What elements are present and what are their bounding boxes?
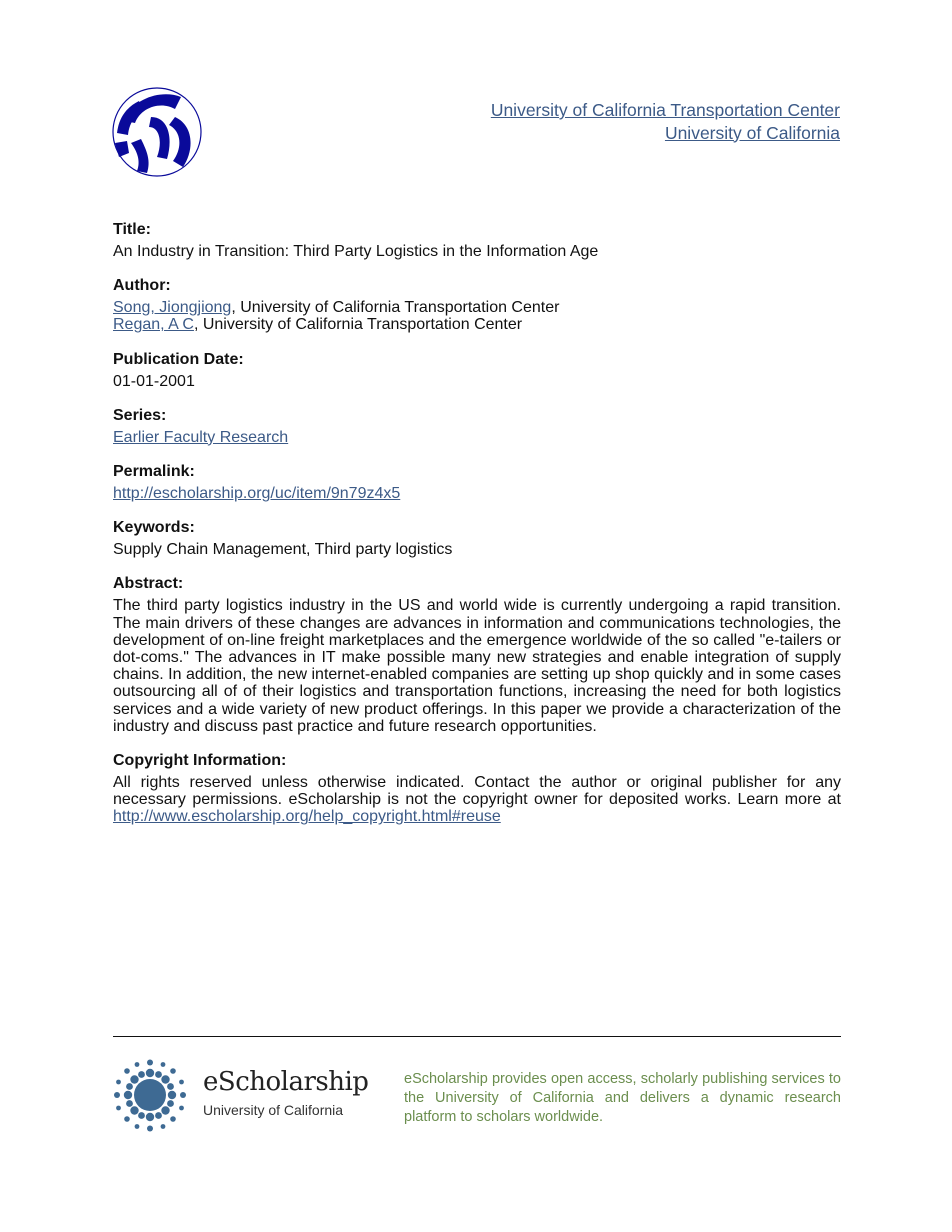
series-link[interactable]: Earlier Faculty Research: [113, 428, 289, 446]
author-link[interactable]: Song, Jiongjiong: [113, 299, 232, 317]
author-entry: [113, 299, 841, 316]
abstract-field: [113, 575, 841, 735]
author-entry: [113, 316, 841, 333]
keywords-label: Keywords:: [113, 519, 195, 537]
escholarship-brand-name: eScholarship: [203, 1067, 369, 1097]
keywords-value: Supply Chain Management, Third party logistics: [113, 541, 453, 559]
title-field: [113, 221, 841, 260]
title-value: An Industry in Transition: Third Party Logistics in the Information Age: [113, 243, 599, 260]
keywords-field: [113, 519, 841, 558]
permalink-field: [113, 463, 841, 502]
copyright-label: Copyright Information:: [113, 752, 287, 770]
copyright-statement: All rights reserved unless otherwise indicated. Contact the author or original publisher for any necessary permissions. eScholarship is not the copyright owner for deposited works. Learn more at: [113, 774, 841, 809]
escholarship-blurb: eScholarship provides open access, scholarly publishing services to the University of California and delivers a dynamic research platform to scholars worldwide.: [404, 1071, 841, 1125]
title-label: Title:: [113, 221, 151, 238]
author-link[interactable]: Regan, A C: [113, 316, 194, 334]
institution-links: [460, 99, 840, 144]
footer-divider: [113, 1036, 841, 1037]
author-affiliation: , University of California Transportation Center: [193, 316, 523, 334]
author-affiliation: , University of California Transportation Center: [231, 299, 560, 317]
uctc-logo-icon: [111, 87, 203, 177]
record-details: [113, 221, 841, 843]
abstract-text: The third party logistics industry in the US and world wide is currently undergoing a rapid transition. The main drivers of these changes are advances in information and communications technologies, the development of on-line freight marketplaces and the emergence worldwide of the so called "e-tailers or dot-coms." The advances in IT make possible many new strategies and enable integration of supply chains. In addition, the new internet-enabled companies are setting up shop quickly and in some cases outsourcing all of of their logistics and transportation functions, increasing the need for both logistics services and a wide variety of new product offerings. In this paper we provide a characterization of the industry and discuss past practice and future research opportunities.: [113, 597, 841, 735]
pubdate-value: 01-01-2001: [113, 372, 195, 390]
permalink-label: Permalink:: [113, 463, 195, 481]
escholarship-mark-icon: [113, 1059, 189, 1133]
author-label: Author:: [113, 277, 171, 295]
pubdate-label: Publication Date:: [113, 350, 244, 368]
pubdate-field: [113, 351, 841, 390]
copyright-link[interactable]: http://www.escholarship.org/help_copyright.html#reuse: [113, 808, 501, 826]
escholarship-logo[interactable]: [113, 1059, 369, 1133]
series-label: Series:: [113, 406, 167, 424]
series-field: [113, 407, 841, 446]
permalink-link[interactable]: http://escholarship.org/uc/item/9n79z4x5: [113, 485, 401, 503]
escholarship-brand-subtitle: University of California: [203, 1102, 344, 1118]
abstract-label: Abstract:: [113, 575, 184, 593]
copyright-text: [113, 774, 841, 826]
copyright-field: [113, 752, 841, 826]
institution-link-uctc[interactable]: University of California Transportation Center: [490, 100, 840, 120]
author-field: [113, 277, 841, 333]
institution-link-uc[interactable]: University of California: [664, 122, 840, 143]
